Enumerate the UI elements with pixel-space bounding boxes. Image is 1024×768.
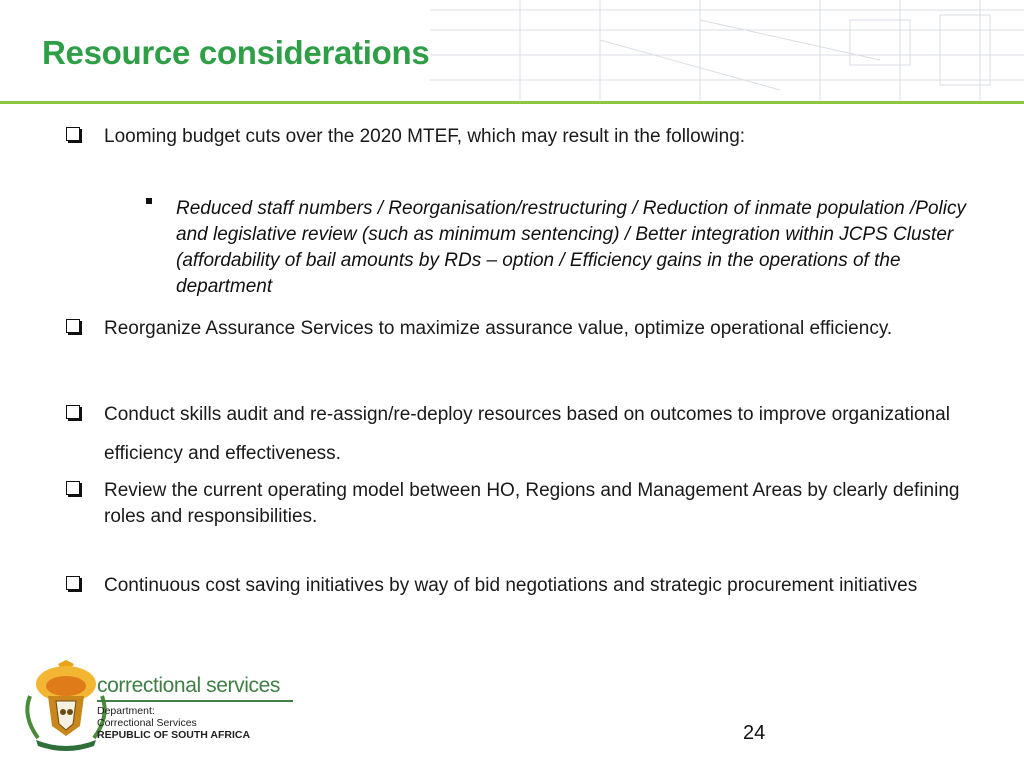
bullet-text: Review the current operating model between HO, Regions and Management Areas by clearly defining roles and responsibilities. <box>104 480 960 527</box>
square-bullet-icon <box>146 198 152 204</box>
sub-bullet-text: Reduced staff numbers / Reorganisation/restructuring / Reduction of inmate population /Policy and legislative review (such as minimum sentencing) / Better integration within JCPS Cluster (affordability of bail amounts by RDs – option / Efficiency gains in the operations of the department <box>176 198 966 297</box>
checkbox-bullet-icon <box>66 319 80 333</box>
page-title: Resource considerations <box>42 34 430 71</box>
page-number: 24 <box>743 722 766 744</box>
dept-line: Department: <box>97 705 155 717</box>
dept-country: REPUBLIC OF SOUTH AFRICA <box>97 729 251 741</box>
bullet-text: Continuous cost saving initiatives by way of bid negotiations and strategic procurement initiatives <box>104 575 918 596</box>
bullet-text: Looming budget cuts over the 2020 MTEF, which may result in the following: <box>104 126 746 147</box>
checkbox-bullet-icon <box>66 576 80 590</box>
bullet-text: Reorganize Assurance Services to maximize assurance value, optimize operational efficiency. <box>104 318 893 339</box>
brand-name: correctional services <box>97 674 280 697</box>
dept-line: Correctional Services <box>97 717 197 729</box>
checkbox-bullet-icon <box>66 481 80 495</box>
checkbox-bullet-icon <box>66 127 80 141</box>
bullet-text: Conduct skills audit and re-assign/re-deploy resources based on outcomes to improve organizational efficiency and effectiveness. <box>104 404 950 464</box>
checkbox-bullet-icon <box>66 405 80 419</box>
brand-underline <box>97 700 293 702</box>
title-divider <box>0 101 1024 104</box>
department-block <box>97 705 250 741</box>
